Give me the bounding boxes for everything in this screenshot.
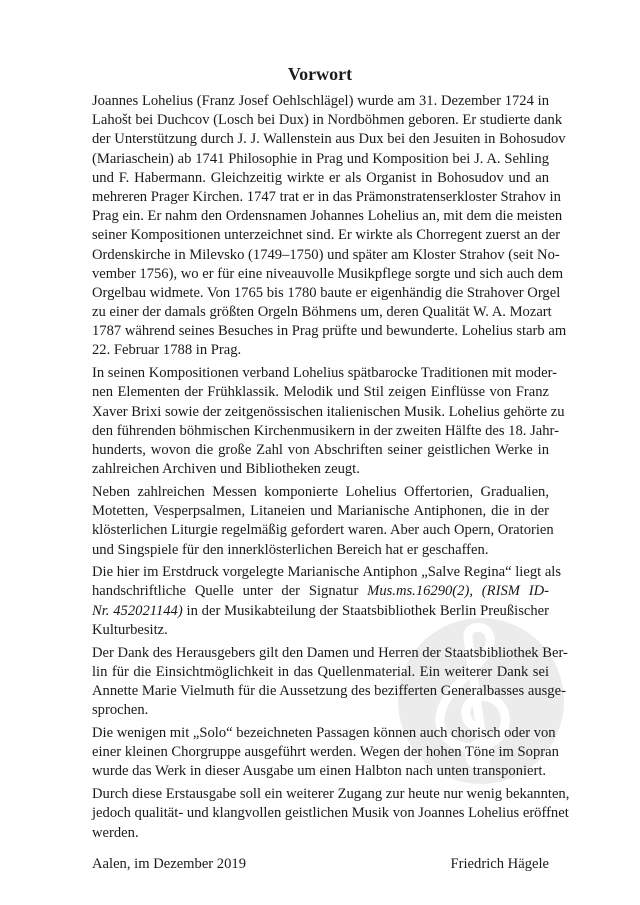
text-line xyxy=(92,422,559,441)
text-line xyxy=(92,460,549,479)
text-line xyxy=(92,644,568,663)
text-segment: 22. Februar 1788 in Prag. xyxy=(92,342,242,359)
text-segment: vember 1756), wo er für eine niveauvolle Musikpflege sorgte und sich auch dem xyxy=(92,265,564,282)
text-segment: Lahošt bei Duchcov (Losch bei Dux) in Nordböhmen geboren. Er studierte dank xyxy=(92,112,563,129)
paragraph xyxy=(92,644,568,721)
text-segment: Durch diese Erstausgabe soll ein weiterer Zugang zur heute nur wenig bekannten, xyxy=(92,786,570,803)
text-line xyxy=(92,303,552,322)
text-line xyxy=(92,762,549,781)
text-line xyxy=(92,188,561,207)
text-segment: Ordenskirche in Milevsko (1749–1750) und später am Kloster Strahov (seit No- xyxy=(92,246,560,263)
text-segment: handschriftliche Quelle unter der Signatur xyxy=(92,583,368,600)
text-segment: hunderts, wovon die große Zahl von Abschriften seiner geistlichen Werke in xyxy=(92,441,549,458)
text-line xyxy=(92,621,549,640)
text-line xyxy=(92,284,561,303)
text-segment: wurde das Werk in dieser Ausgabe um einen Halbton nach unten transponiert. xyxy=(92,763,547,780)
text-segment: Die hier im Erstdruck vorgelegte Marianische Antiphon „Salve Regina“ liegt als xyxy=(92,564,562,581)
paragraph xyxy=(92,563,562,640)
text-line xyxy=(92,265,564,284)
text-line xyxy=(92,663,549,682)
text-segment: Die wenigen mit „Solo“ bezeichneten Passagen können auch chorisch oder von xyxy=(92,724,556,741)
text-line xyxy=(92,824,549,843)
paragraph xyxy=(92,364,565,479)
text-line xyxy=(92,724,556,743)
text-line xyxy=(92,785,570,804)
text-segment: Xaver Brixi sowie der zeitgenössischen italienischen Musik. Lohelius gehörte zu xyxy=(92,403,565,420)
text-line xyxy=(92,582,549,601)
text-line xyxy=(92,341,549,360)
text-segment: Motetten, Vesperpsalmen, Litaneien und Marianische Antiphonen, die in der xyxy=(92,503,549,520)
text-segment: Annette Marie Vielmuth für die Aussetzung des bezifferten Generalbasses ausge- xyxy=(92,683,566,699)
text-line xyxy=(92,169,549,188)
text-line xyxy=(92,602,549,621)
text-segment: Der Dank des Herausgebers gilt den Damen und Herren der Staatsbibliothek Ber- xyxy=(92,644,568,661)
text-segment: werden. xyxy=(92,824,139,841)
text-segment: einer kleinen Chorgruppe ausgeführt werden. Wegen der hohen Töne im Sopran xyxy=(92,744,559,761)
text-line xyxy=(92,383,549,402)
text-segment: Joannes Lohelius (Franz Josef Oehlschlägel) wurde am 31. Dezember 1724 in xyxy=(92,93,549,109)
text-segment: und F. Habermann. Gleichzeitig wirkte er als Organist in Bohosudov und an xyxy=(92,169,549,186)
text-segment: 1787 während seines Besuches in Prag prüfte und bewunderte. Lohelius starb am xyxy=(92,323,567,340)
text-line xyxy=(92,563,562,582)
text-segment: Kulturbesitz. xyxy=(92,621,168,638)
text-segment: der Unterstützung durch J. J. Wallenstein aus Dux bei den Jesuiten in Bohosudov xyxy=(92,131,566,148)
text-line xyxy=(92,364,557,383)
text-line xyxy=(92,521,554,540)
text-segment: in der Musikabteilung der Staatsbibliothek Berlin Preußischer xyxy=(182,602,549,619)
preface-body xyxy=(92,92,570,874)
paragraph xyxy=(92,483,554,560)
text-line xyxy=(92,130,566,149)
text-segment: Orgelbau widmete. Von 1765 bis 1780 baute er eigenhändig die Strahover Orgel xyxy=(92,284,561,301)
paragraph xyxy=(92,785,570,843)
text-line xyxy=(92,207,563,226)
paragraph xyxy=(92,92,567,361)
text-line xyxy=(92,150,549,169)
text-segment: zahlreichen Archiven und Bibliotheken zeugt. xyxy=(92,461,360,478)
italic-text: Mus.ms.16290(2), (RISM ID- xyxy=(367,583,549,600)
text-line xyxy=(92,502,549,521)
text-segment: klösterlichen Liturgie regelmäßig gefordert waren. Aber auch Opern, Oratorien xyxy=(92,522,554,539)
place-date: Aalen, im Dezember 2019 xyxy=(92,855,246,872)
text-line xyxy=(92,541,549,560)
paragraph xyxy=(92,724,559,782)
text-segment: den führenden böhmischen Kirchenmusikern in der zweiten Hälfte des 18. Jahr- xyxy=(92,422,559,439)
text-line xyxy=(92,441,549,460)
text-line xyxy=(92,483,549,502)
text-segment: jedoch qualität- und klangvollen geistlichen Musik von Joannes Lohelius eröffnet xyxy=(92,805,569,822)
text-segment: Neben zahlreichen Messen komponierte Lohelius Offertorien, Gradualien, xyxy=(92,483,549,500)
text-segment: lin für die Einsichtmöglichkeit in das Quellenmaterial. Ein weiterer Dank sei xyxy=(92,663,549,680)
text-line xyxy=(92,743,559,762)
text-line xyxy=(92,111,563,130)
text-segment: sprochen. xyxy=(92,702,149,719)
text-segment: (Mariaschein) ab 1741 Philosophie in Prag und Komposition bei J. A. Sehling xyxy=(92,150,549,167)
text-line xyxy=(92,403,565,422)
text-line xyxy=(92,682,566,701)
page-title: Vorwort xyxy=(287,64,353,84)
text-segment: und Singspiele für den innerklösterlichen Bereich hat er geschaffen. xyxy=(92,541,489,558)
text-line xyxy=(92,804,569,823)
text-segment: nen Elementen der Frühklassik. Melodik und Stil zeigen Einflüsse von Franz xyxy=(92,384,549,401)
text-segment: zu einer der damals größten Orgeln Böhmens um, deren Qualität W. A. Mozart xyxy=(92,304,552,321)
text-line xyxy=(92,92,549,111)
signature-line xyxy=(92,855,549,874)
author-name: Friedrich Hägele xyxy=(450,855,549,872)
text-line xyxy=(92,322,567,341)
text-line xyxy=(92,246,560,265)
text-line xyxy=(92,226,561,245)
text-segment: In seinen Kompositionen verband Lohelius spätbarocke Traditionen mit moder- xyxy=(92,365,557,382)
text-segment: Prag ein. Er nahm den Ordensnamen Johannes Lohelius an, mit dem die meisten xyxy=(92,208,563,225)
italic-text: Nr. 452021144) xyxy=(92,602,183,619)
text-segment: mehreren Prager Kirchen. 1747 trat er in das Prämonstratenserkloster Strahov in xyxy=(92,188,561,205)
text-segment: seiner Kompositionen unterzeichnet sind. Er wirkte als Chorregent zuerst an der xyxy=(92,227,561,244)
text-line xyxy=(92,701,549,720)
